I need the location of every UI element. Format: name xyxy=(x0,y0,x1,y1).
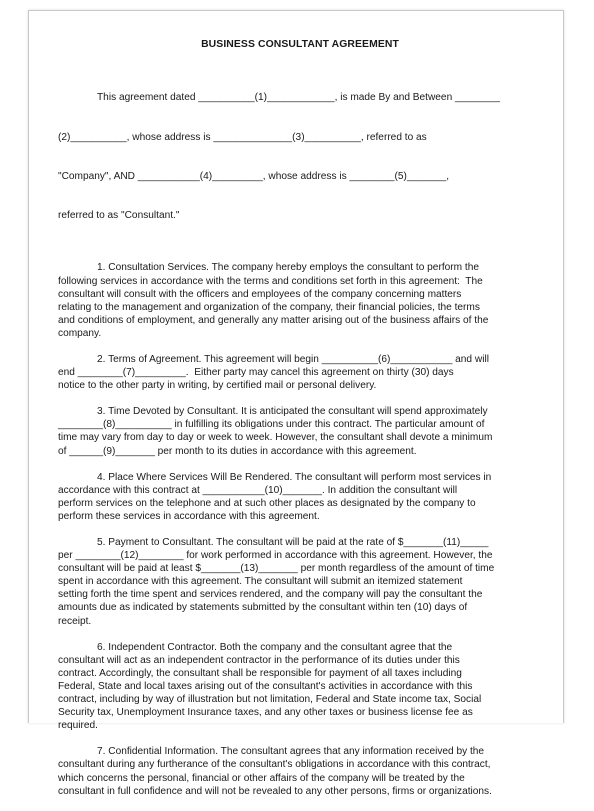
section-line: 1. Consultation Services. The company hereby employs the consultant to perform the xyxy=(97,262,479,274)
intro-line: referred to as "Consultant." xyxy=(58,210,180,222)
section-line: contract. Accordingly, the consultant shall be responsible for payment of all taxes including xyxy=(58,667,462,679)
section-line: perform services on the telephone and at such other places as designated by the company to xyxy=(58,497,476,509)
section-line: spent in accordance with this agreement. The consultant will submit an itemized statement xyxy=(58,576,463,588)
section-line: contract, including by way of illustration but not limitation, Federal and State income tax, Social xyxy=(58,694,482,706)
section-line: 4. Place Where Services Will Be Rendered. The consultant will perform most services in xyxy=(97,471,492,483)
document-body xyxy=(58,38,536,811)
section-paragraph-4 xyxy=(58,471,536,523)
section-line: and conditions of employment, and generally any matter arising out of the business affairs of the xyxy=(58,314,489,326)
section-paragraph-6 xyxy=(58,641,536,733)
section-paragraph-3 xyxy=(58,405,536,457)
section-line: consultant will consult with the officers and employees of the company concerning matters xyxy=(58,288,462,300)
section-line: setting forth the time spent and services rendered, and the company will pay the consultant the xyxy=(58,589,483,601)
section-paragraph-1 xyxy=(58,261,536,340)
section-line: end ________(7)_________. Either party may cancel this agreement on thirty (30) days xyxy=(58,367,454,379)
section-line: required. xyxy=(58,720,98,732)
section-line: 6. Independent Contractor. Both the company and the consultant agree that the xyxy=(97,641,453,653)
intro-line: (2)__________, whose address is ______________(3)__________, referred to as xyxy=(58,131,427,143)
intro-paragraph xyxy=(58,65,536,248)
section-line: amounts due as indicated by statements submitted by the consultant within ten (10) days of xyxy=(58,602,468,614)
section-line: ________(8)__________ in fulfilling its obligations under this contract. The particular amount of xyxy=(58,419,485,431)
section-line: relating to the management and organization of the company, their financial policies, the terms xyxy=(58,301,480,313)
section-line: following services in accordance with the terms and conditions set forth in this agreement: The xyxy=(58,275,483,287)
sections-container xyxy=(58,261,536,797)
section-paragraph-2 xyxy=(58,353,536,392)
document-page xyxy=(28,10,564,797)
section-line: 7. Confidential Information. The consultant agrees that any information received by the xyxy=(97,746,485,758)
section-line: per ________(12)________ for work performed in accordance with this agreement. However, the xyxy=(58,550,493,562)
section-line: 2. Terms of Agreement. This agreement will begin __________(6)___________ and will xyxy=(97,353,489,365)
section-line: which concerns the personal, financial or other affairs of the company will be treated by the xyxy=(58,772,465,784)
section-line: consultant in full confidence and will not be revealed to any other persons, firms or organizations. xyxy=(58,785,492,797)
intro-line: "Company", AND ___________(4)_________, whose address is ________(5)_______, xyxy=(58,170,450,182)
section-line: company. xyxy=(58,327,102,339)
section-line: receipt. xyxy=(58,615,92,627)
document-title: BUSINESS CONSULTANT AGREEMENT xyxy=(201,39,399,50)
section-line: 3. Time Devoted by Consultant. It is anticipated the consultant will spend approximately xyxy=(97,406,488,418)
section-line: of ______(9)_______ per month to its duties in accordance with this agreement. xyxy=(58,445,417,457)
section-line: consultant will act as an independent contractor in the performance of its duties under this xyxy=(58,654,460,666)
intro-line: This agreement dated __________(1)____________, is made By and Between ________ xyxy=(97,92,501,104)
section-line: time may vary from day to day or week to week. However, the consultant shall devote a minimum xyxy=(58,432,493,444)
section-paragraph-7 xyxy=(58,745,536,797)
section-line: accordance with this contract at ___________(10)_______. In addition the consultant will xyxy=(58,484,458,496)
section-paragraph-5 xyxy=(58,536,536,628)
section-line: perform these services in accordance with this agreement. xyxy=(58,510,320,522)
section-line: Federal, State and local taxes arising out of the consultant's activities in accordance with this xyxy=(58,680,473,692)
section-line: Security tax, Unemployment Insurance taxes, and any other taxes or business license fee as xyxy=(58,707,473,719)
section-line: consultant during any furtherance of the consultant's obligations in accordance with this contract, xyxy=(58,759,491,771)
section-line: notice to the other party in writing, by certified mail or personal delivery. xyxy=(58,380,377,392)
section-line: 5. Payment to Consultant. The consultant will be paid at the rate of $_______(11)_____ xyxy=(97,537,489,548)
section-line: consultant will be paid at least $_______(13)_______ per month regardless of the amount of time xyxy=(58,563,495,575)
